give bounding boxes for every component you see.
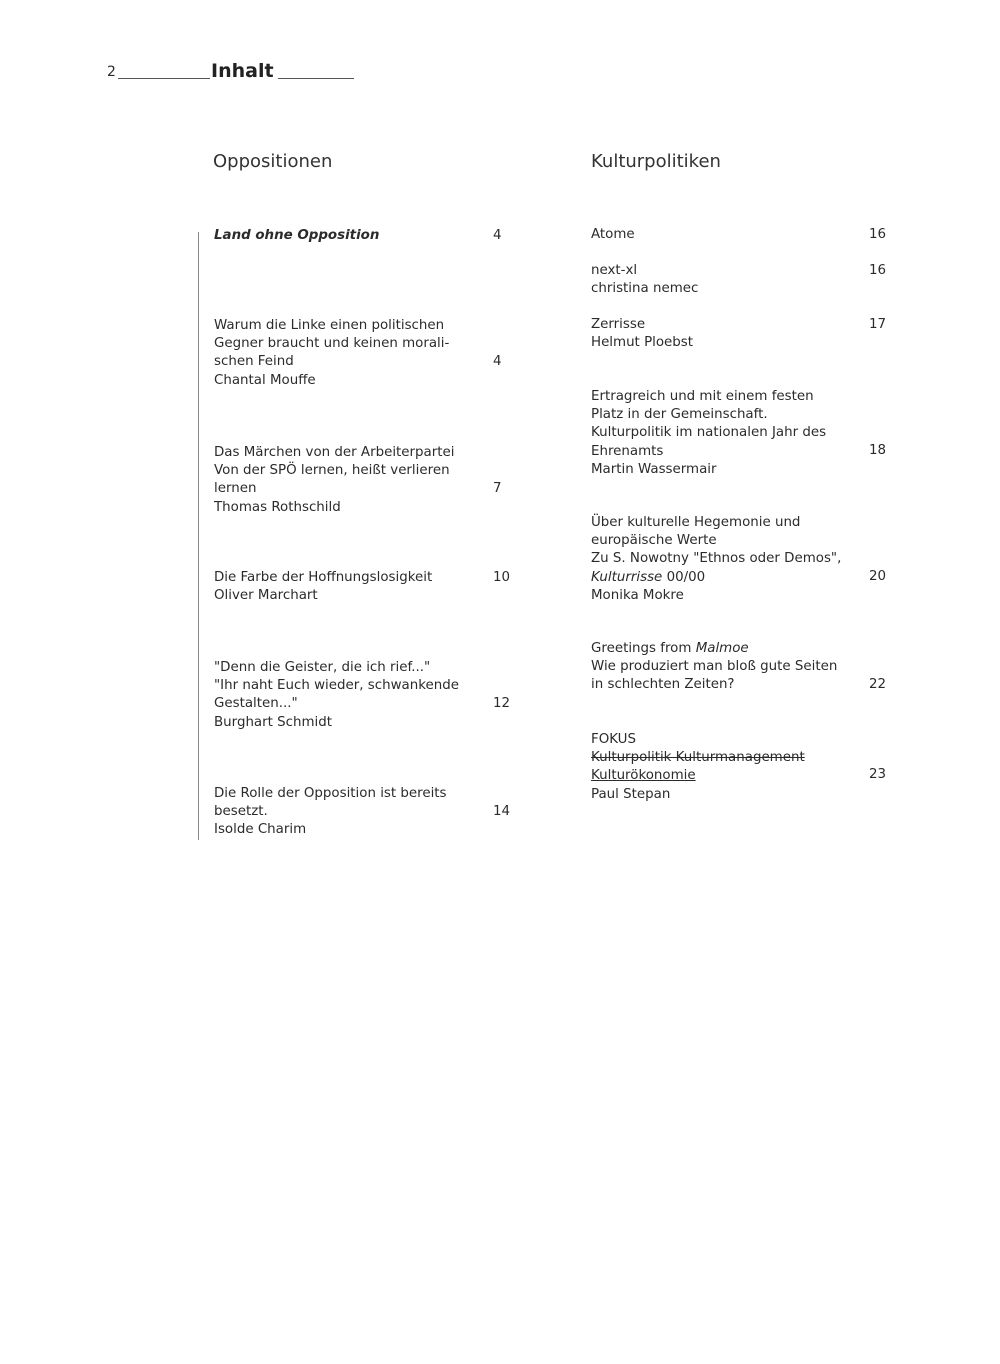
toc-entry [591, 316, 861, 352]
toc-entry [591, 226, 861, 244]
entry-title: Kulturpolitik im nationalen Jahr des [591, 425, 827, 441]
entry-title: Atome [591, 227, 635, 242]
page-ref: 23 [869, 767, 887, 782]
toc-entry [591, 640, 861, 695]
toc-entry [591, 731, 861, 804]
section-title-oppositionen: Oppositionen [213, 151, 333, 172]
page-ref: 22 [869, 677, 887, 692]
page-ref: 17 [869, 317, 887, 332]
toc-entry [591, 262, 861, 298]
issue-number: 00/00 [666, 569, 706, 585]
entry-title-struck: Kulturpolitik Kulturmanagement [591, 750, 805, 766]
toc-entry [214, 227, 484, 245]
entry-title: Wie produziert man bloß gute Seiten [591, 659, 838, 675]
header-rule [118, 78, 210, 79]
entry-title: Ertragreich und mit einem festen [591, 389, 814, 404]
magazine-name: Malmoe [695, 641, 749, 656]
page-title: Inhalt [211, 60, 274, 82]
entry-title: Über kulturelle Hegemonie und [591, 515, 801, 530]
entry-author: Paul Stepan [591, 786, 671, 802]
toc-entry [591, 388, 861, 479]
toc-entry [214, 444, 484, 517]
entry-title: Zerrisse [591, 317, 646, 332]
entry-title: Die Farbe der Hoffnungslosigkeit [214, 570, 433, 585]
page-ref: 4 [493, 354, 502, 369]
page-number: 2 [107, 64, 116, 80]
entry-title: Land ohne Opposition [214, 228, 380, 243]
page-ref: 7 [493, 481, 502, 496]
toc-entry [214, 659, 484, 732]
entry-author: Thomas Rothschild [214, 499, 341, 515]
entry-title: europäische Werte [591, 533, 717, 549]
entry-title: Gestalten..." [214, 696, 298, 712]
page-ref: 4 [493, 228, 502, 243]
entry-title [591, 569, 861, 587]
entry-author: Monika Mokre [591, 587, 684, 603]
entry-title: "Denn die Geister, die ich rief..." [214, 660, 431, 675]
section-title-kulturpolitiken: Kulturpolitiken [591, 151, 721, 172]
toc-entry [591, 514, 861, 605]
entry-author: Martin Wassermair [591, 461, 717, 477]
page-ref: 16 [869, 263, 887, 278]
entry-author: Chantal Mouffe [214, 372, 316, 388]
entry-title: in schlechten Zeiten? [591, 677, 735, 693]
entry-author: Helmut Ploebst [591, 335, 694, 351]
entry-title: Ehrenamts [591, 443, 664, 459]
entry-title: Zu S. Nowotny "Ethnos oder Demos", [591, 551, 842, 567]
entry-author: Burghart Schmidt [214, 714, 333, 730]
entry-title [591, 640, 861, 658]
entry-title: lernen [214, 481, 257, 497]
page-ref: 16 [869, 227, 887, 242]
entry-title-start: Greetings from [591, 641, 692, 656]
page-ref: 10 [493, 570, 511, 585]
magazine-name: Kulturrisse [591, 569, 663, 585]
entry-title: schen Feind [214, 354, 294, 370]
entry-title: "Ihr naht Euch wieder, schwankende [214, 678, 459, 694]
entry-author: Isolde Charim [214, 822, 307, 838]
entry-title: Platz in der Gemeinschaft. [591, 407, 768, 423]
header-rule [278, 78, 354, 79]
entry-title: Kulturökonomie [591, 768, 696, 784]
entry-title: Das Märchen von der Arbeiterpartei [214, 445, 455, 460]
entry-title: Von der SPÖ lernen, heißt verlieren [214, 463, 450, 479]
entry-title: Die Rolle der Opposition ist bereits [214, 786, 447, 801]
toc-entry [214, 317, 484, 390]
entry-author: christina nemec [591, 281, 699, 297]
entry-author: Oliver Marchart [214, 588, 318, 604]
entry-title: besetzt. [214, 804, 268, 820]
toc-entry [214, 785, 484, 840]
page-ref: 12 [493, 696, 511, 711]
column-divider [198, 232, 199, 840]
page-ref: 14 [493, 804, 511, 819]
entry-label: FOKUS [591, 732, 636, 747]
toc-entry [214, 569, 484, 605]
entry-title: Warum die Linke einen politischen [214, 318, 445, 333]
entry-title: next-xl [591, 263, 638, 278]
page-ref: 20 [869, 569, 887, 584]
page-ref: 18 [869, 443, 887, 458]
entry-title: Gegner braucht und keinen morali- [214, 336, 450, 352]
